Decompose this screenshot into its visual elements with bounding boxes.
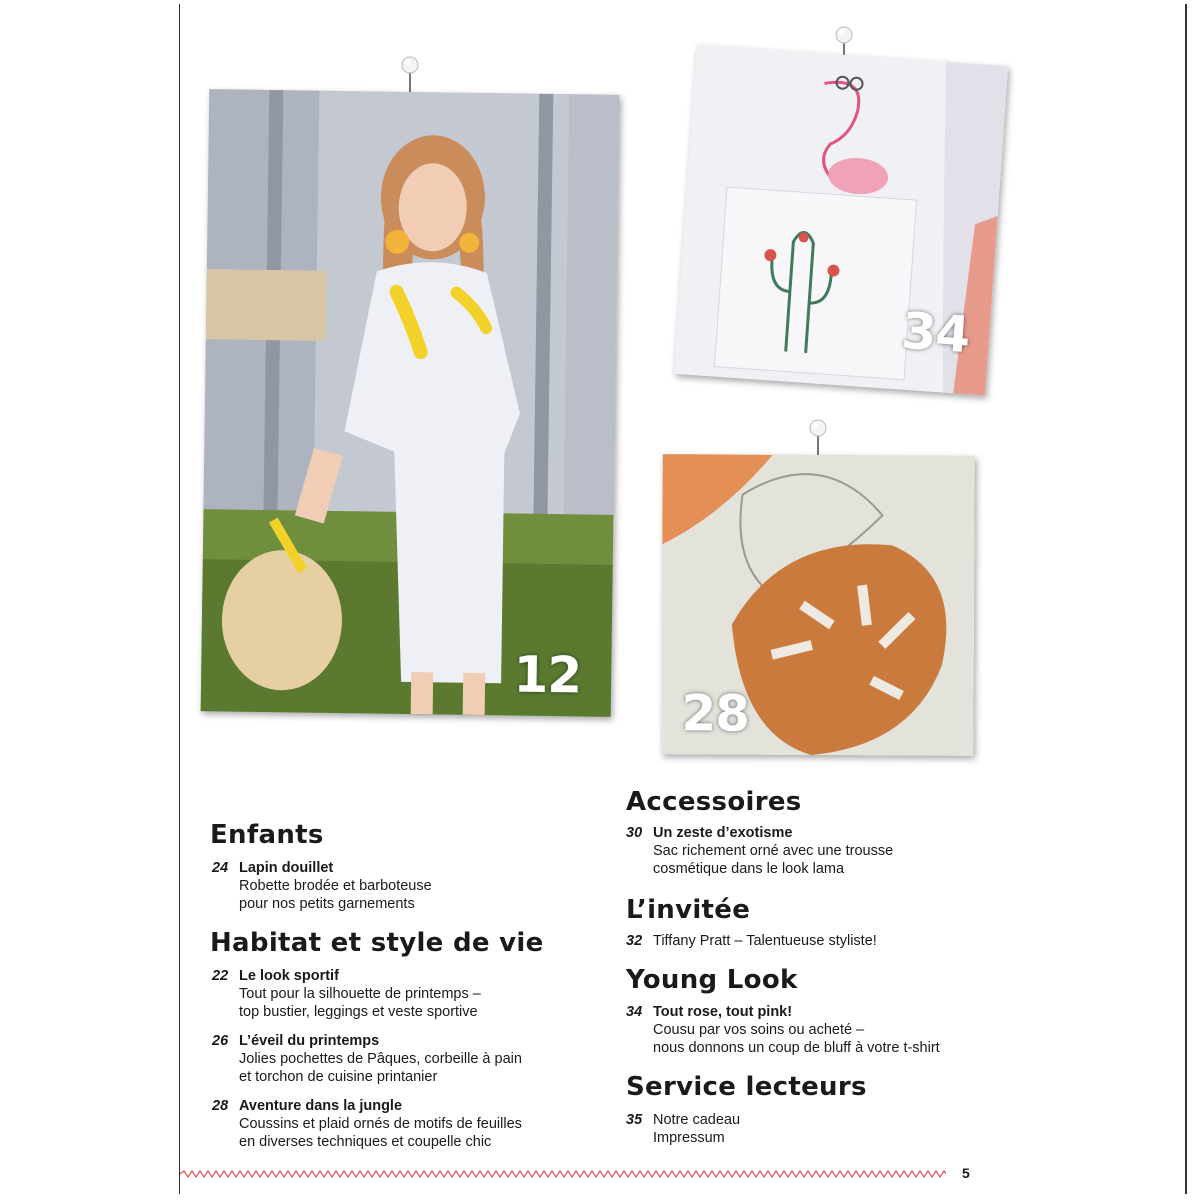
photo-woman-dress [201,89,620,717]
toc-title: Notre cadeau [653,1112,741,1128]
page-number-label: 28 [681,684,750,743]
toc-entry[interactable] [212,1033,592,1089]
section-heading-invitee: L’invitée [626,895,751,925]
toc-desc-line: Sac richement orné avec une trousse [653,843,894,859]
toc-title: Un zeste d’exotisme [653,825,793,841]
toc-entry[interactable] [212,968,592,1024]
photo-monstera-leaf [661,454,975,756]
toc-desc-line: Tout pour la silhouette de printemps – [239,986,481,1002]
toc-desc-line: Robette brodée et barboteuse [239,878,432,894]
toc-entry[interactable] [212,860,592,912]
toc-desc-line: cosmétique dans le look lama [653,861,845,877]
toc-entry[interactable] [212,1098,592,1154]
toc-desc-line: top bustier, leggings et veste sportive [239,1004,478,1020]
toc-desc-line: et torchon de cuisine printanier [239,1069,438,1085]
toc-entry[interactable] [626,1004,966,1060]
page-edge-left [179,4,180,1194]
page-edge-right [1185,4,1187,1194]
section-heading-enfants: Enfants [210,820,324,850]
toc-title: Tout rose, tout pink! [653,1004,793,1020]
toc-desc-line: Coussins et plaid ornés de motifs de feuilles [239,1116,522,1132]
toc-page-number: 34 [626,1004,643,1020]
photo-embroidered-tshirt [674,45,1008,396]
section-heading-service-lecteurs: Service lecteurs [626,1072,867,1102]
toc-page-number: 28 [212,1098,229,1114]
section-heading-accessoires: Accessoires [626,787,802,817]
toc-title: L’éveil du printemps [239,1033,380,1049]
page-number: 5 [962,1165,970,1181]
toc-page-number: 24 [212,860,229,876]
toc-entry[interactable] [626,825,966,881]
page-number-label: 34 [899,301,972,365]
toc-desc-line: pour nos petits garnements [239,896,415,912]
toc-desc-line: Cousu par vos soins ou acheté – [653,1022,865,1038]
toc-page-number: 32 [626,933,643,949]
section-heading-habitat: Habitat et style de vie [210,928,544,958]
toc-title: Lapin douillet [239,860,334,876]
toc-desc-line: Impressum [653,1130,725,1146]
woman-dress-illustration [201,89,620,717]
toc-entry[interactable] [626,1112,966,1152]
page-number-label: 12 [513,645,582,705]
zigzag-divider [180,1170,946,1178]
toc-title: Tiffany Pratt – Talentueuse styliste! [653,933,877,949]
toc-page-number: 30 [626,825,643,841]
toc-entry[interactable] [626,933,966,953]
toc-desc-line: nous donnons un coup de bluff à votre t-shirt [653,1040,940,1056]
toc-page-number: 26 [212,1033,229,1049]
toc-page-number: 35 [626,1112,643,1128]
toc-page-number: 22 [212,968,229,984]
toc-desc-line: Jolies pochettes de Pâques, corbeille à pain [239,1051,522,1067]
toc-title: Le look sportif [239,968,339,984]
toc-desc-line: en diverses techniques et coupelle chic [239,1134,492,1150]
toc-title: Aventure dans la jungle [239,1098,403,1114]
section-heading-young-look: Young Look [626,965,798,995]
